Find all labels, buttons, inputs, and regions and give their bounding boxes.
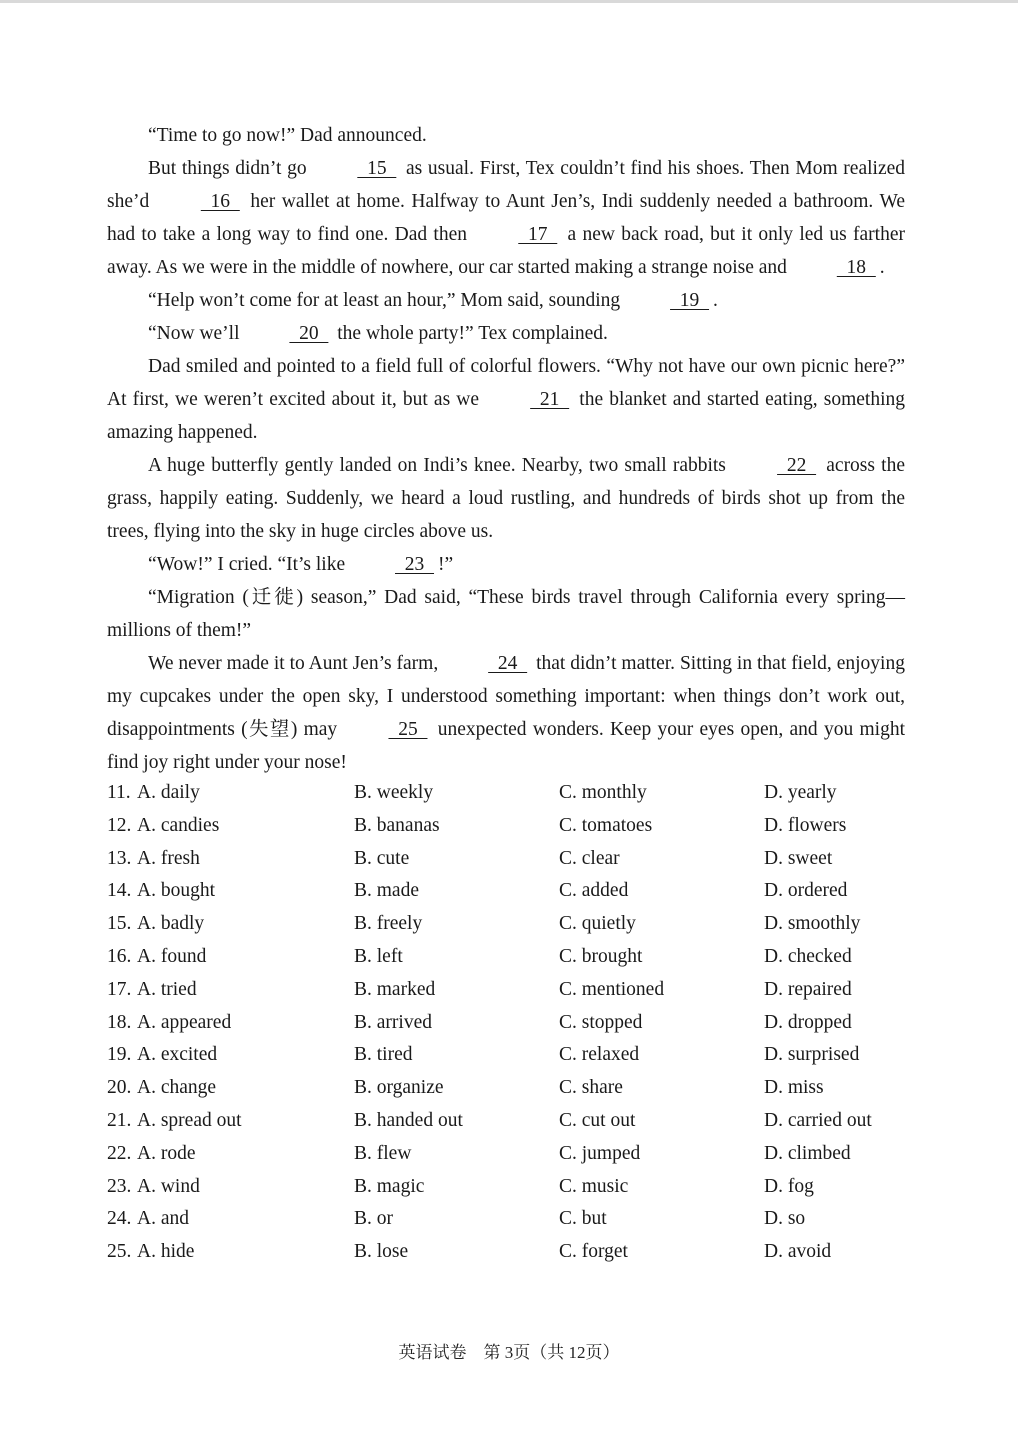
passage-text: . — [879, 257, 885, 278]
passage-paragraph — [107, 317, 905, 350]
option-b: B. magic — [354, 1175, 425, 1197]
option-a: A. badly — [137, 913, 205, 935]
question-number: 22. — [107, 1142, 132, 1164]
answer-blank: 17 — [518, 224, 558, 245]
option-d: D. repaired — [764, 978, 852, 1000]
answer-blank: 19 — [670, 290, 710, 311]
option-d: D. climbed — [764, 1142, 851, 1164]
cloze-passage — [107, 119, 905, 779]
option-a: A. and — [137, 1208, 189, 1230]
passage-text: . — [713, 290, 718, 311]
option-c: C. forget — [559, 1241, 628, 1263]
question-options-row — [107, 1072, 907, 1105]
passage-paragraph — [107, 581, 905, 647]
question-options-row — [107, 908, 907, 941]
option-b: B. or — [354, 1208, 393, 1230]
option-b: B. arrived — [354, 1011, 432, 1033]
option-d: D. checked — [764, 945, 852, 967]
question-number: 20. — [107, 1077, 132, 1099]
option-d: D. sweet — [764, 847, 833, 869]
passage-text: !” — [438, 554, 454, 575]
question-options-row — [107, 1138, 907, 1171]
option-d: D. yearly — [764, 782, 837, 803]
question-options-row — [107, 843, 907, 876]
option-a: A. wind — [137, 1175, 200, 1197]
passage-paragraph — [107, 449, 905, 548]
option-d: D. carried out — [764, 1109, 872, 1131]
option-b: B. cute — [354, 847, 410, 869]
question-options-row — [107, 941, 907, 974]
option-d: D. smoothly — [764, 913, 861, 935]
question-number: 16. — [107, 945, 132, 967]
passage-paragraph — [107, 647, 905, 779]
passage-text: “Now we’ll — [148, 323, 245, 344]
option-d: D. ordered — [764, 880, 848, 902]
question-number: 12. — [107, 814, 132, 836]
passage-text: We never made it to Aunt Jen’s farm, — [148, 653, 444, 674]
option-a: A. rode — [137, 1142, 196, 1164]
option-c: C. quietly — [559, 913, 636, 935]
option-c: C. added — [559, 880, 629, 902]
question-options-row — [107, 1039, 907, 1072]
option-a: A. bought — [137, 880, 215, 902]
option-d: D. flowers — [764, 814, 847, 836]
answer-blank: 21 — [530, 389, 570, 410]
question-number: 13. — [107, 847, 132, 869]
option-d: D. avoid — [764, 1241, 832, 1263]
option-b: B. tired — [354, 1044, 413, 1066]
option-b: B. bananas — [354, 814, 440, 836]
option-a: A. tried — [137, 978, 197, 1000]
option-a: A. change — [137, 1077, 217, 1099]
answer-blank: 24 — [488, 653, 528, 674]
option-b: B. flew — [354, 1142, 412, 1164]
passage-paragraph — [107, 152, 905, 284]
option-b: B. left — [354, 945, 403, 967]
passage-text: as usual. First, Tex couldn’t find his shoes. Then Mom realized she’d — [107, 158, 906, 212]
passage-text: “Help won’t come for at least an hour,” Mom said, sounding — [148, 290, 626, 311]
question-number: 14. — [107, 880, 132, 902]
option-a: A. appeared — [137, 1011, 232, 1033]
answer-blank: 25 — [388, 719, 428, 740]
option-c: C. stopped — [559, 1011, 643, 1033]
answer-blank: 23 — [395, 554, 435, 575]
question-options-row — [107, 875, 907, 908]
option-c: C. but — [559, 1208, 607, 1230]
answer-blank: 22 — [777, 455, 817, 476]
option-c: C. relaxed — [559, 1044, 640, 1066]
option-b: B. marked — [354, 978, 436, 1000]
passage-text: the blanket and started eating, something amazing happened. — [107, 389, 905, 443]
passage-paragraph — [107, 119, 905, 152]
option-d: D. dropped — [764, 1011, 852, 1033]
passage-text: Dad smiled and pointed to a field full of colorful flowers. “Why not have our own picnic here?” At first, we weren’t excited about it, but as we — [107, 356, 905, 410]
scan-top-edge — [0, 0, 1018, 3]
passage-paragraph — [107, 548, 905, 581]
passage-text: “Time to go now!” Dad announced. — [148, 125, 427, 146]
option-d: D. so — [764, 1208, 806, 1230]
option-b: B. lose — [354, 1241, 409, 1263]
option-c: C. brought — [559, 945, 643, 967]
option-a: A. spread out — [137, 1109, 242, 1131]
option-d: D. miss — [764, 1077, 824, 1099]
question-options-row — [107, 777, 907, 810]
page-footer: 英语试卷 第 3页（共 12页） — [398, 1343, 620, 1362]
answer-blank: 15 — [357, 158, 397, 179]
passage-text: “Migration (迁徙) season,” Dad said, “These birds travel through California every spring—millions of them!” — [107, 587, 905, 641]
question-number: 19. — [107, 1044, 132, 1066]
option-b: B. freely — [354, 913, 423, 935]
option-c: C. share — [559, 1077, 623, 1099]
option-a: A. hide — [137, 1241, 195, 1263]
answer-blank: 16 — [200, 191, 240, 212]
option-c: C. jumped — [559, 1142, 641, 1164]
question-options-row — [107, 810, 907, 843]
question-number: 18. — [107, 1011, 132, 1033]
option-a: A. daily — [137, 782, 200, 803]
passage-text: unexpected wonders. Keep your eyes open, and you might find joy right under your nose! — [107, 719, 905, 773]
passage-text: But things didn’t go — [148, 158, 313, 179]
question-options-row — [107, 1203, 907, 1236]
option-a: A. candies — [137, 814, 220, 836]
passage-text: a new back road, but it only led us farther away. As we were in the middle of nowhere, our car started making a strange noise and — [107, 224, 905, 278]
question-number: 23. — [107, 1175, 132, 1197]
passage-text: her wallet at home. Halfway to Aunt Jen’s, Indi suddenly needed a bathroom. We had to take a long way to find one. Dad then — [107, 191, 905, 245]
passage-paragraph — [107, 350, 905, 449]
option-c: C. cut out — [559, 1109, 636, 1131]
passage-text: across the grass, happily eating. Suddenly, we heard a loud rustling, and hundreds of birds shot up from the trees, flying into the sky in huge circles above us. — [107, 455, 905, 542]
option-b: B. organize — [354, 1077, 444, 1099]
passage-text: A huge butterfly gently landed on Indi’s knee. Nearby, two small rabbits — [148, 455, 733, 476]
option-d: D. surprised — [764, 1044, 860, 1066]
answer-options — [107, 777, 907, 1269]
question-number: 17. — [107, 978, 132, 1000]
option-d: D. fog — [764, 1175, 814, 1197]
option-b: B. made — [354, 880, 419, 902]
question-options-row — [107, 1007, 907, 1040]
option-b: B. weekly — [354, 782, 434, 803]
passage-text: that didn’t matter. Sitting in that field, enjoying my cupcakes under the open sky, I understood something important: when things don’t work out, disappointments (失望) may — [107, 653, 905, 740]
option-c: C. music — [559, 1175, 629, 1197]
passage-text: “Wow!” I cried. “It’s like — [148, 554, 351, 575]
option-b: B. handed out — [354, 1109, 463, 1131]
option-a: A. found — [137, 945, 207, 967]
passage-paragraph — [107, 284, 905, 317]
question-number: 21. — [107, 1109, 132, 1131]
question-number: 15. — [107, 913, 132, 935]
question-number: 25. — [107, 1241, 132, 1263]
question-options-row — [107, 1105, 907, 1138]
answer-blank: 18 — [836, 257, 876, 278]
answer-blank: 20 — [289, 323, 329, 344]
option-a: A. excited — [137, 1044, 218, 1066]
question-options-row — [107, 1171, 907, 1204]
passage-text: the whole party!” Tex complained. — [332, 323, 608, 344]
option-a: A. fresh — [137, 847, 200, 869]
option-c: C. mentioned — [559, 978, 665, 1000]
option-c: C. clear — [559, 847, 620, 869]
option-c: C. tomatoes — [559, 814, 653, 836]
question-options-row — [107, 1236, 907, 1269]
question-number: 24. — [107, 1208, 132, 1230]
question-options-row — [107, 974, 907, 1007]
option-c: C. monthly — [559, 782, 647, 803]
question-number: 11. — [107, 782, 131, 803]
